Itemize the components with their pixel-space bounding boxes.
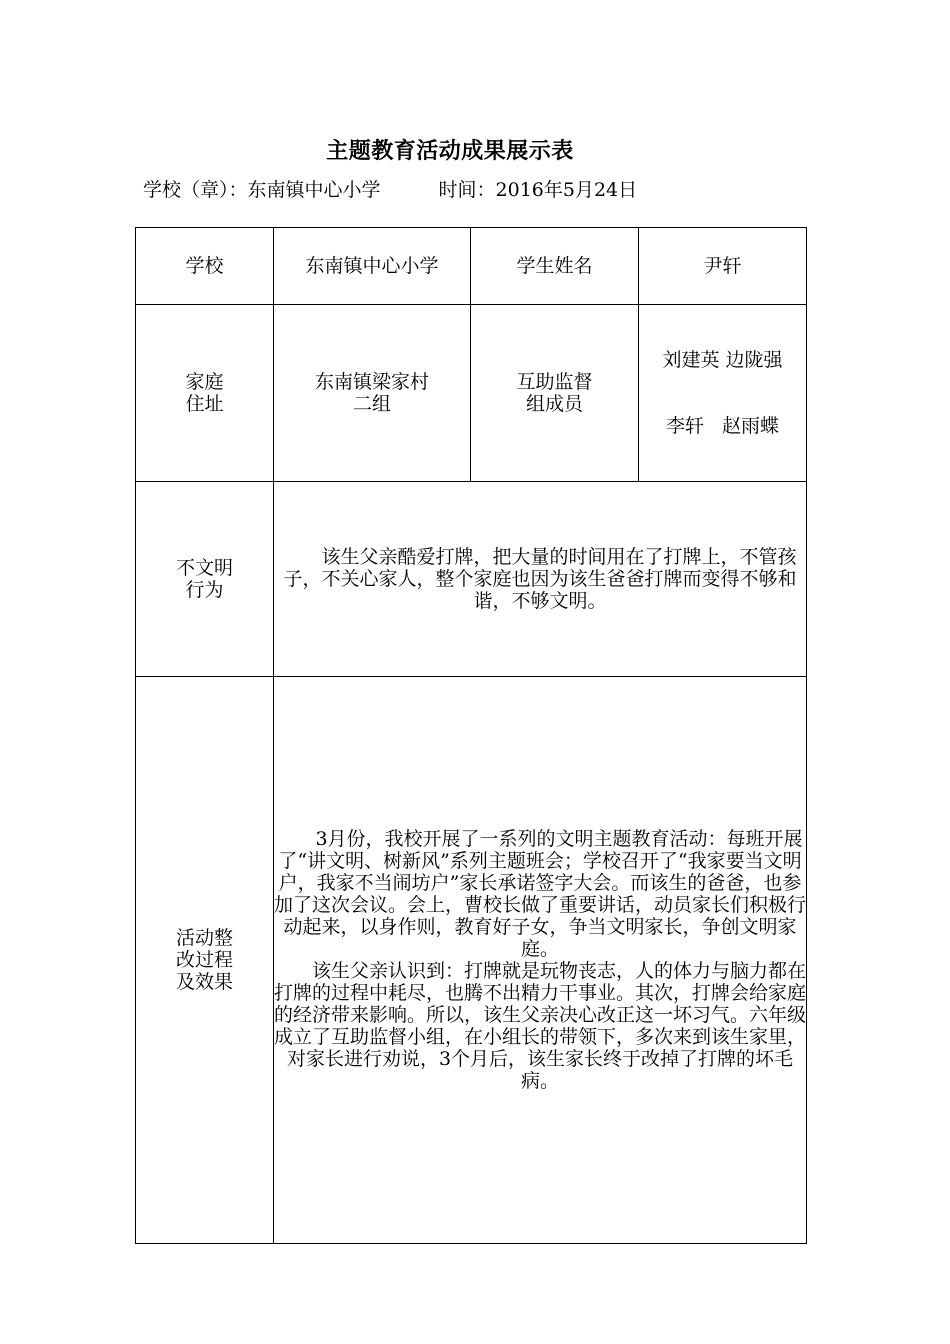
behavior-content-cell	[274, 482, 807, 677]
date-label: 时间：2016年5月24日	[438, 179, 638, 201]
address-value-cell	[274, 305, 471, 482]
behavior-header-line: 行为	[185, 579, 224, 601]
school-value-cell: 东南镇中心小学	[274, 228, 471, 305]
group-members-cell	[639, 305, 807, 482]
group-header-line: 组成员	[525, 393, 583, 415]
group-members-line: 李轩 赵雨蝶	[665, 415, 780, 437]
table-row-behavior	[136, 482, 807, 677]
school-label: 学校（章）：东南镇中心小学	[143, 179, 381, 201]
table-row-address	[136, 305, 807, 482]
address-header-line: 家庭	[185, 371, 224, 393]
address-header-cell	[136, 305, 274, 482]
process-content-cell	[274, 677, 807, 1244]
behavior-paragraph: 该生父亲酷爱打牌，把大量的时间用在了打牌上，不管孩子，不关心家人，整个家庭也因为该生爸爸打牌而变得不够和谐，不够文明。	[283, 546, 797, 612]
behavior-header-cell	[136, 482, 274, 677]
address-value-line: 东南镇梁家村	[314, 371, 429, 393]
address-value-line: 二组	[352, 393, 391, 415]
process-paragraph: 3月份，我校开展了一系列的文明主题教育活动：每班开展了“讲文明、树新风”系列主题班会；学校召开了“我家要当文明户，我家不当闹坊户”家长承诺签字大会。而该生的爸爸，也参加了这次会议。会上，曹校长做了重要讲话，动员家长们积极行动起来，以身作则，教育好子女，争当文明家长，争创文明家庭。	[274, 828, 807, 960]
document-title: 主题教育活动成果展示表	[326, 138, 574, 164]
process-header-line: 改过程	[175, 949, 233, 971]
address-header-line: 住址	[185, 393, 224, 415]
group-header-cell	[471, 305, 639, 482]
table-row-school	[136, 228, 807, 305]
document-meta	[143, 175, 637, 202]
process-paragraph: 该生父亲认识到：打牌就是玩物丧志，人的体力与脑力都在打牌的过程中耗尽，也腾不出精力干事业。其次，打牌会给家庭的经济带来影响。所以，该生父亲决心改正这一坏习气。六年级成立了互助监督小组，在小组长的带领下，多次来到该生家里，对家长进行劝说，3个月后，该生家长终于改掉了打牌的坏毛病。	[274, 960, 807, 1092]
student-name-header-cell: 学生姓名	[471, 228, 639, 305]
student-name-value-cell: 尹轩	[639, 228, 807, 305]
behavior-header-line: 不文明	[175, 557, 233, 579]
group-members-line: 刘建英 边陇强	[662, 349, 783, 371]
group-header-line: 互助监督	[516, 371, 593, 393]
achievement-table	[135, 227, 807, 1244]
process-header-line: 活动整	[175, 927, 233, 949]
process-header-line: 及效果	[175, 971, 233, 993]
table-row-process	[136, 677, 807, 1244]
school-header-cell: 学校	[136, 228, 274, 305]
process-header-cell	[136, 677, 274, 1244]
